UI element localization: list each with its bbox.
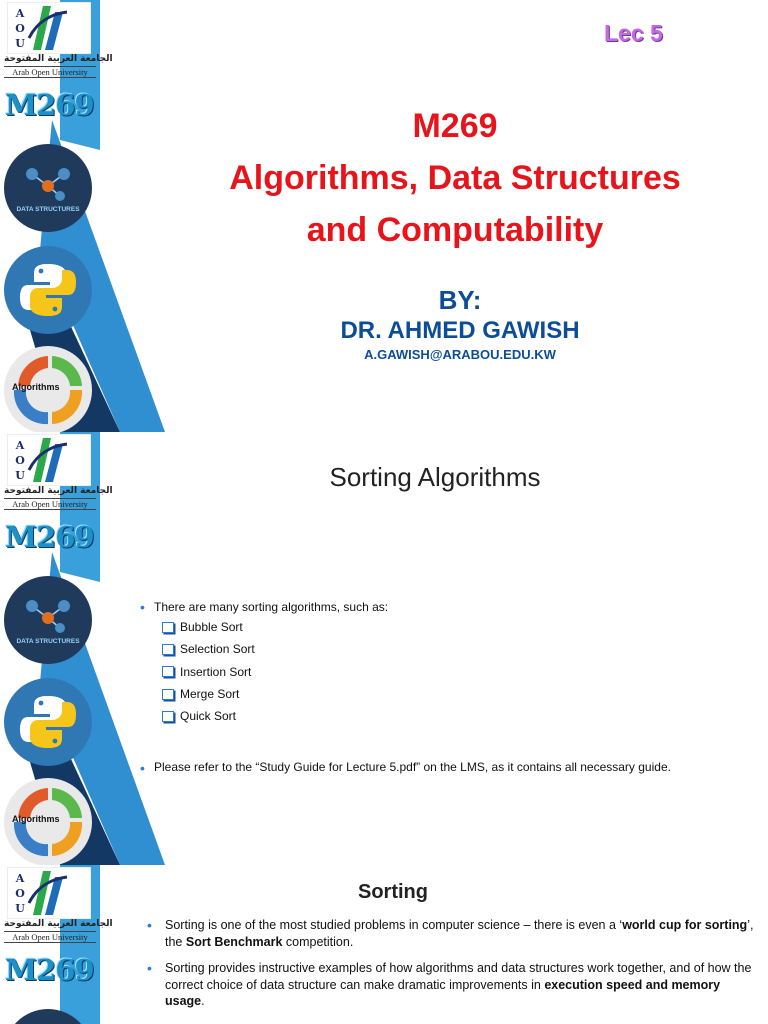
algorithms-label: Algorithms	[12, 814, 60, 824]
list-item	[147, 960, 757, 1010]
algorithm-name: Insertion Sort	[180, 664, 252, 679]
list-item	[147, 917, 757, 950]
course-code-line: M269	[412, 107, 498, 145]
sorting-algorithms-slide	[0, 432, 768, 865]
slide-title: Sorting Algorithms	[329, 462, 541, 492]
logo-letter-a: A	[15, 872, 25, 885]
checkbox-icon	[162, 622, 174, 633]
algorithm-name: Quick Sort	[180, 709, 237, 724]
logo-letter-a: A	[15, 7, 25, 20]
logo-letter-u: U	[15, 469, 25, 482]
algorithms-cycle-icon	[4, 346, 92, 432]
paragraph-1	[165, 917, 757, 950]
sorting-slide	[0, 865, 768, 1024]
author-email: A.GAWISH@ARABOU.EDU.KW	[364, 347, 556, 362]
sorting-paragraphs	[147, 917, 757, 1020]
m269-badge: M269	[5, 953, 94, 987]
bold-segment: execution speed and memory usage	[165, 977, 721, 1008]
algorithms-label: Algorithms	[12, 382, 60, 392]
python-icon	[4, 246, 92, 334]
by-label: BY:	[438, 285, 482, 315]
data-structures-icon	[4, 144, 92, 232]
list-item	[162, 705, 388, 727]
logo-letter-u: U	[15, 37, 25, 50]
text-segment: Sorting is one of the most studied problems in computer science – there is even a ‘	[165, 918, 623, 932]
m269-badge: M269	[5, 88, 94, 122]
m269-badge: M269	[5, 520, 94, 554]
bullet-dot-icon: •	[147, 917, 152, 933]
checkbox-icon	[162, 644, 174, 655]
algorithm-name: Bubble Sort	[180, 620, 243, 634]
lecture-tag: Lec 5	[604, 20, 663, 46]
data-structures-label: DATA STRUCTURES	[16, 638, 80, 645]
paragraph-2	[165, 960, 757, 1010]
logo-arabic-name: الجامعة العربية المفتوحة	[4, 486, 113, 496]
logo-english-name: Arab Open University	[4, 66, 96, 78]
list-item	[140, 598, 388, 616]
author-name: DR. AHMED GAWISH	[340, 317, 580, 344]
logo-english-name: Arab Open University	[4, 498, 96, 510]
reference-text: Please refer to the “Study Guide for Lecture 5.pdf” on the LMS, as it contains all necessary guide.	[154, 760, 671, 774]
reference-note	[140, 760, 671, 776]
sorting-bullet-list	[140, 598, 388, 727]
list-item	[162, 661, 388, 683]
checkbox-icon	[162, 666, 174, 677]
course-title	[175, 100, 735, 256]
logo-letter-o: O	[15, 22, 25, 35]
intro-text: There are many sorting algorithms, such as:	[154, 600, 389, 614]
bold-segment: Sort Benchmark	[185, 934, 283, 949]
bullet-dot-icon: •	[140, 599, 145, 615]
logo-arabic-name: الجامعة العربية المفتوحة	[4, 54, 113, 64]
logo-arabic-name: الجامعة العربية المفتوحة	[4, 919, 113, 929]
logo-english-name: Arab Open University	[4, 931, 96, 943]
bold-segment: world cup for sorting	[622, 918, 748, 932]
slide-title: Sorting	[358, 881, 428, 903]
title-slide	[0, 0, 768, 432]
aou-logo	[4, 434, 113, 509]
text-segment: Sorting provides instructive examples of how algorithms and data structures work together, and of how the correct choice of data structure can make dramatic improvements in	[165, 961, 752, 992]
course-title-line-1: Algorithms, Data Structures	[229, 159, 681, 197]
list-item	[162, 683, 388, 705]
text-segment: competition.	[282, 934, 354, 949]
text-segment: ’, the	[165, 918, 754, 949]
data-structures-icon	[4, 576, 92, 664]
checkbox-icon	[162, 711, 174, 722]
algorithm-name: Merge Sort	[180, 686, 240, 701]
python-icon	[4, 678, 92, 766]
bullet-dot-icon: •	[140, 760, 145, 776]
logo-letter-u: U	[15, 902, 25, 915]
logo-letter-a: A	[15, 439, 25, 452]
aou-logo	[4, 867, 113, 942]
list-item	[162, 616, 388, 638]
text-segment: .	[201, 994, 205, 1008]
list-item	[162, 638, 388, 660]
aou-logo	[4, 2, 113, 77]
algorithm-name: Selection Sort	[180, 642, 255, 657]
algorithm-checklist	[162, 616, 388, 727]
checkbox-icon	[162, 689, 174, 700]
data-structures-label: DATA STRUCTURES	[16, 206, 80, 213]
logo-letter-o: O	[15, 454, 25, 467]
algorithms-cycle-icon	[4, 778, 92, 865]
author-block	[300, 284, 620, 364]
course-title-line-2: and Computability	[306, 211, 604, 249]
bullet-dot-icon: •	[147, 960, 152, 976]
logo-letter-o: O	[15, 887, 25, 900]
